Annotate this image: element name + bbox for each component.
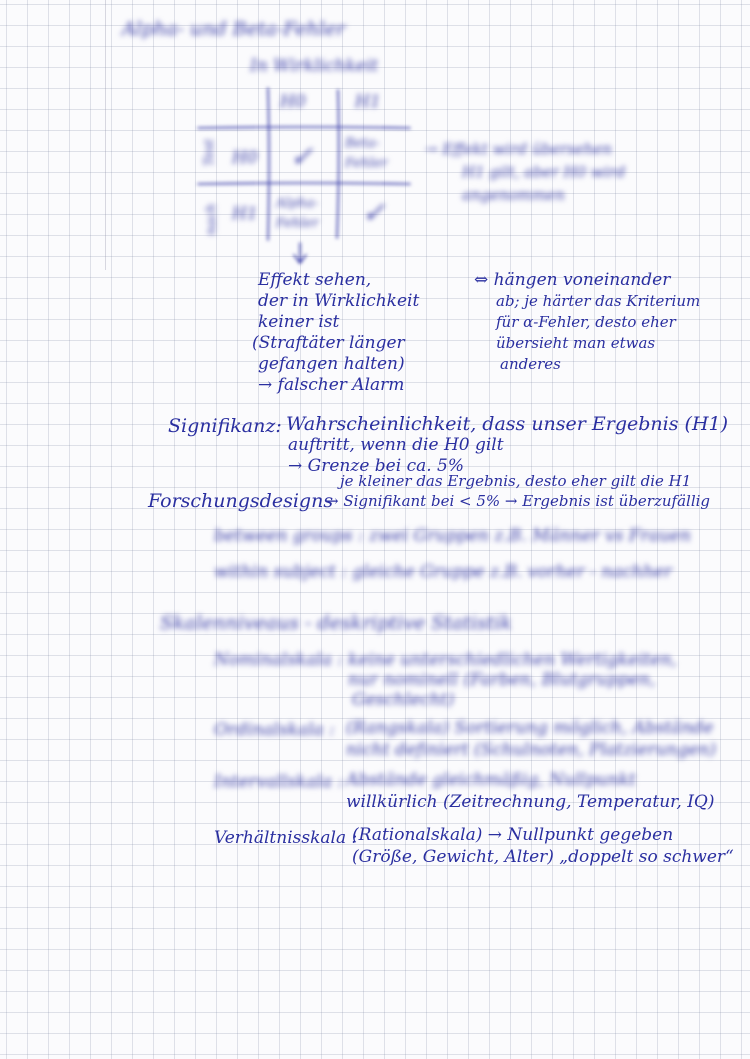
row-h0: H0: [232, 148, 258, 168]
significance-line1: Wahrscheinlichkeit, dass unser Ergebnis (H1): [286, 413, 729, 435]
beta-note-line1: → Effekt wird übersehen: [425, 140, 612, 158]
interval-line1: Abstände gleichmäßig, Nullpunkt: [346, 770, 636, 790]
beta-note-line2: H1 gilt, aber H0 wird: [462, 163, 626, 181]
check-h0-h0: ✓: [290, 140, 314, 173]
nominal-line3: Geschlecht): [352, 690, 455, 710]
title-alpha-beta: Alpha- und Beta-Fehler: [122, 18, 346, 40]
cell-beta-fehler: Beta-Fehler: [345, 136, 388, 171]
relation-note-line1: ⇔ hängen voneinander: [474, 270, 671, 290]
designs-within: within subject : gleiche Gruppe z.B. vorher - nachher: [214, 562, 672, 582]
designs-between: between groups : zwei Gruppen z.B. Männer vs Frauen: [214, 526, 691, 546]
designs-label: Forschungsdesigns: [148, 490, 334, 512]
relation-note-line3: für α-Fehler, desto eher: [496, 313, 676, 331]
nominal-line1: keine unterschiedlichen Wertigkeiten,: [348, 650, 677, 670]
ratio-line2: (Größe, Gewicht, Alter) „doppelt so schwer“: [352, 847, 734, 867]
relation-note-line4: übersieht man etwas: [496, 334, 656, 352]
check-h1-h1: ✓: [362, 196, 386, 229]
ordinal-line2: nicht definiert (Schulnoten, Platzierungen): [346, 740, 716, 760]
ratio-label: Verhältnisskala :: [214, 828, 358, 848]
significance-line2: auftritt, wenn die H0 gilt: [288, 435, 504, 455]
alpha-note-line5: gefangen halten): [258, 354, 405, 374]
cell-alpha-fehler: Alpha-Fehler: [276, 196, 319, 231]
alpha-note-line3: keiner ist: [258, 312, 340, 332]
significance-label: Signifikanz:: [168, 415, 282, 437]
subtitle-wirklichkeit: In Wirklichkeit: [250, 56, 379, 76]
side-label-test: Test: [202, 138, 218, 167]
alpha-note-line1: Effekt sehen,: [258, 270, 372, 290]
col-h1: H1: [355, 92, 381, 112]
alpha-note-line4: (Straftäter länger: [252, 333, 405, 353]
nominal-label: Nominalskala :: [214, 650, 344, 670]
ratio-line1: (Rationalskala) → Nullpunkt gegeben: [352, 825, 674, 845]
relation-note-line2: ab; je härter das Kriterium: [496, 292, 701, 310]
col-h0: H0: [280, 92, 306, 112]
significance-line3: → Grenze bei ca. 5%: [288, 456, 465, 476]
significance-line4: je kleiner das Ergebnis, desto eher gilt die H1: [340, 472, 692, 490]
interval-label: Intervallskala :: [214, 772, 344, 792]
nominal-line2: nur nominell (Farben, Blutgruppen,: [348, 670, 656, 690]
significance-line5: → Signifikant bei < 5% → Ergebnis ist überzufällig: [326, 492, 711, 510]
alpha-note-line6: → falscher Alarm: [258, 375, 405, 395]
side-label-nach: nach: [204, 203, 220, 236]
alpha-note-line2: der in Wirklichkeit: [258, 291, 420, 311]
interval-line2: willkürlich (Zeitrechnung, Temperatur, IQ): [346, 792, 715, 812]
relation-note-line5: anderes: [500, 355, 561, 373]
row-h1: H1: [232, 204, 258, 224]
ordinal-label: Ordinalskala :: [214, 720, 335, 740]
beta-note-line3: angenommen: [462, 186, 565, 204]
ordinal-line1: (Rangskala) Sortierung möglich, Abstände: [346, 718, 714, 738]
scales-title: Skalenniveaus - deskriptive Statistik: [160, 612, 512, 634]
